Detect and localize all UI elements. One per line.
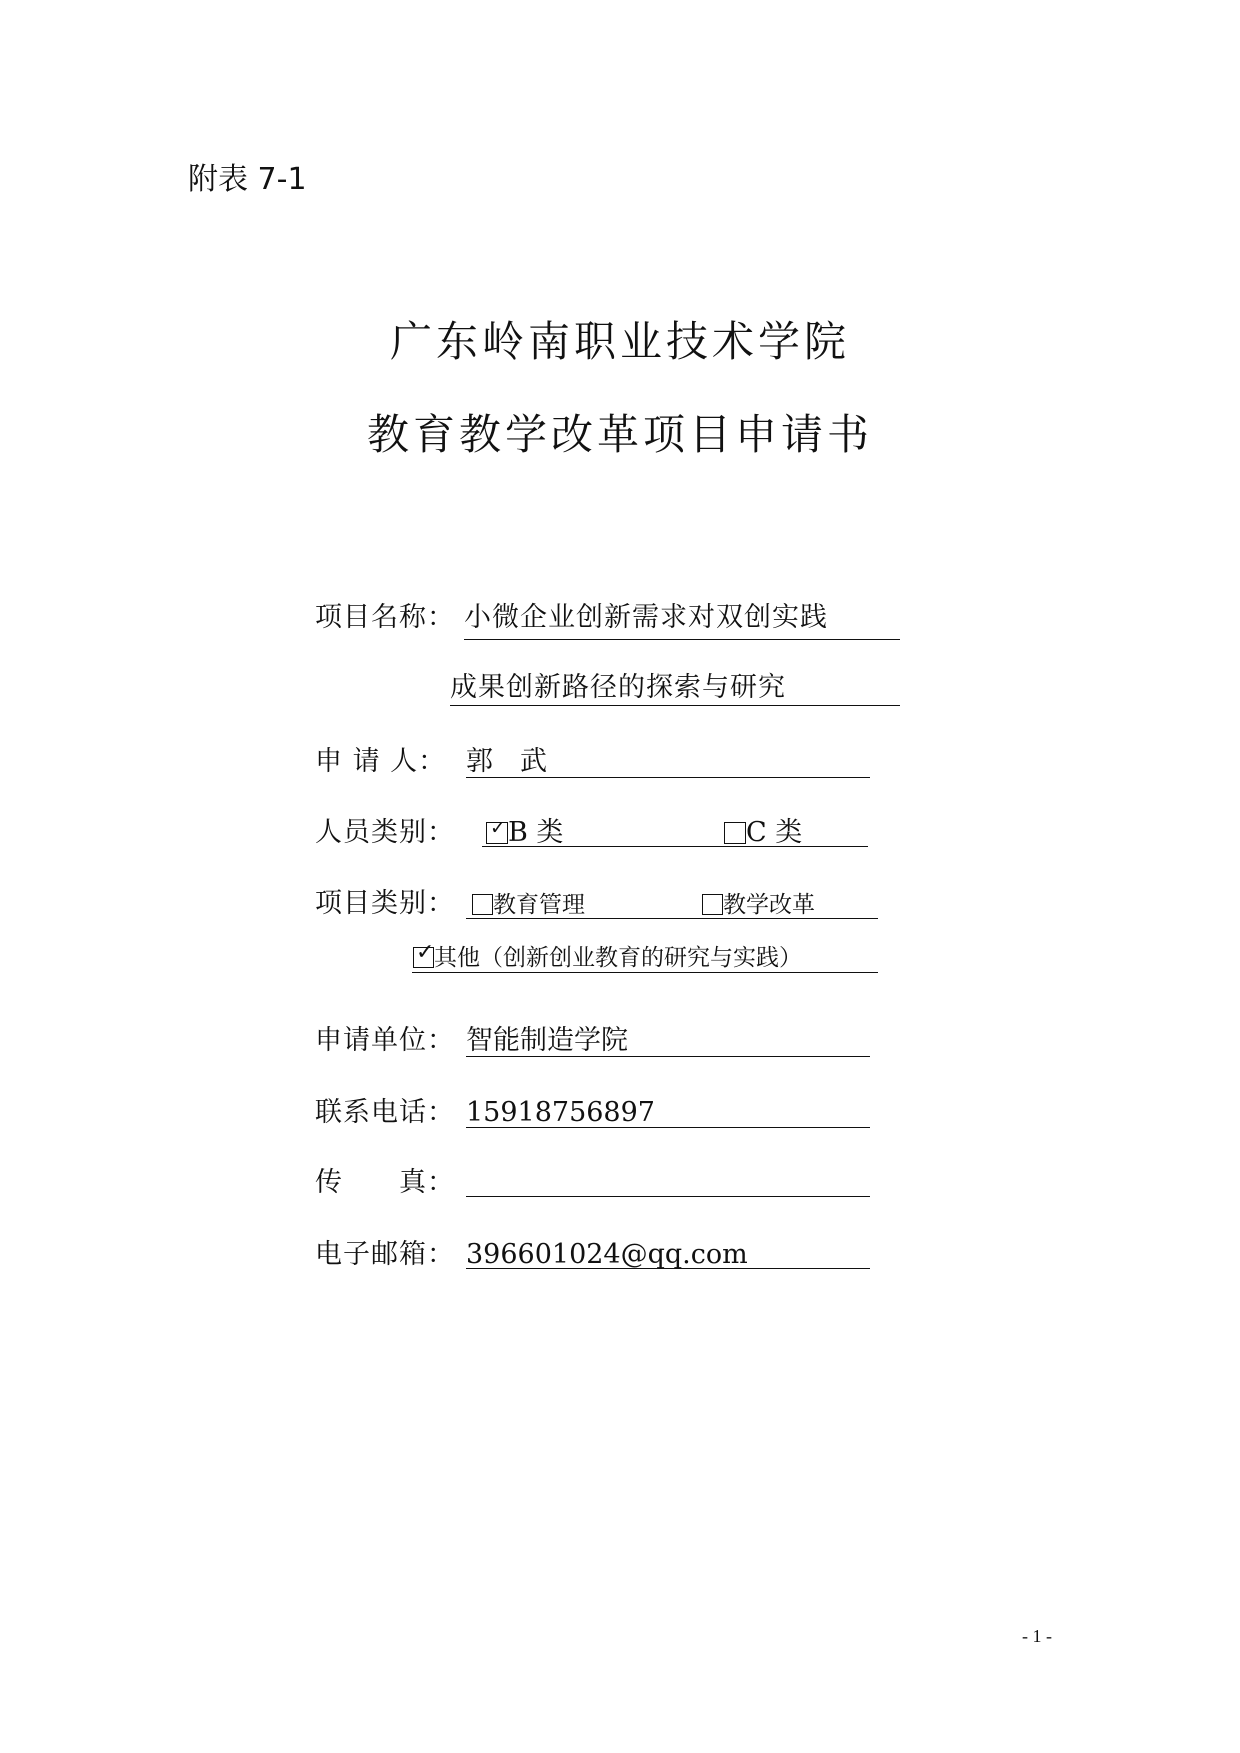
phone-label: 联系电话：: [315, 1097, 455, 1128]
email-value: 396601024@qq.com: [466, 1239, 748, 1270]
attachment-label: 附表 7-1: [188, 162, 307, 197]
applicant-underline: [466, 777, 870, 778]
project-name-label: 项目名称：: [315, 602, 455, 633]
project-category-underline-2: [412, 972, 878, 973]
phone-value: 15918756897: [466, 1097, 655, 1128]
project-option-edu-management[interactable]: [472, 890, 585, 920]
unit-value: 智能制造学院: [466, 1025, 628, 1056]
project-option-teaching-reform[interactable]: [702, 890, 815, 920]
personnel-category-label: 人员类别：: [315, 817, 455, 848]
checkbox-b-checked[interactable]: [486, 817, 508, 844]
college-name-title: 广东岭南职业技术学院: [389, 317, 850, 366]
checkbox-c[interactable]: [724, 822, 746, 844]
project-option-other[interactable]: [413, 940, 802, 973]
fax-underline: [466, 1196, 870, 1197]
unit-underline: [466, 1056, 870, 1057]
unit-label: 申请单位：: [315, 1025, 455, 1056]
project-option-other-label: 其他（创新创业教育的研究与实践）: [434, 945, 802, 971]
project-name-value-line2: 成果创新路径的探索与研究: [450, 672, 786, 703]
checkmark-icon: ✓: [416, 940, 435, 965]
fax-label: 传 真：: [315, 1167, 455, 1198]
email-label: 电子邮箱：: [315, 1239, 455, 1270]
project-category-underline-1: [466, 918, 878, 919]
checkbox-teaching-reform[interactable]: [702, 894, 723, 915]
checkmark-icon: ✓: [490, 817, 506, 839]
phone-underline: [466, 1127, 870, 1128]
personnel-option-c[interactable]: [724, 816, 802, 850]
project-name-value-line1: 小微企业创新需求对双创实践: [464, 602, 828, 633]
project-name-underline-1: [464, 639, 900, 640]
page-number: - 1 -: [1022, 1626, 1052, 1646]
applicant-label: 申 请 人：: [315, 746, 447, 777]
applicant-value: 郭 武: [466, 746, 547, 777]
project-option-teaching-reform-label: 教学改革: [723, 892, 815, 918]
personnel-category-underline: [482, 846, 868, 847]
document-title: 教育教学改革项目申请书: [366, 410, 873, 459]
personnel-option-c-label: C 类: [746, 817, 803, 848]
project-category-label: 项目类别：: [315, 888, 455, 919]
project-option-edu-management-label: 教育管理: [493, 892, 585, 918]
personnel-option-b-label: B 类: [508, 817, 564, 848]
project-name-underline-2: [450, 705, 900, 706]
checkbox-edu-management[interactable]: [472, 894, 493, 915]
checkbox-other-checked[interactable]: [413, 940, 435, 968]
personnel-option-b[interactable]: [486, 816, 563, 850]
email-underline: [466, 1268, 870, 1269]
